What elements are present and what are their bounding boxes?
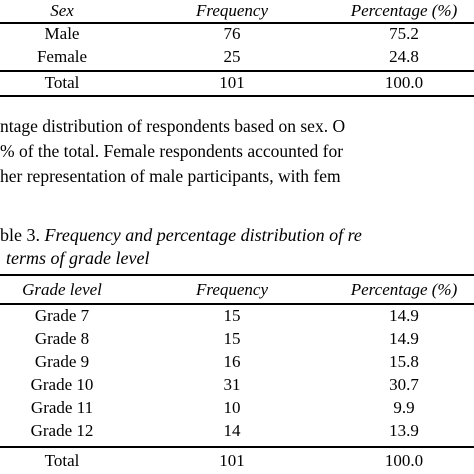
cell-percentage: 75.2 <box>389 24 419 43</box>
cell-percentage: 30.7 <box>389 375 419 394</box>
header-percentage: Percentage (%) <box>350 280 458 299</box>
cell-grade: Grade 9 <box>34 352 90 371</box>
cell-grade: Grade 7 <box>34 306 90 325</box>
header-frequency: Frequency <box>195 1 269 20</box>
cell-percentage: 24.8 <box>389 47 419 66</box>
cell-frequency: 25 <box>223 47 241 66</box>
table-row <box>0 351 474 373</box>
header-sex: Sex <box>50 1 74 20</box>
cell-percentage: 15.8 <box>389 352 419 371</box>
cell-sex: Female <box>36 47 88 66</box>
body-text-line: % of the total. Female respondents accounted for <box>0 141 344 161</box>
table-row <box>0 328 474 350</box>
table-row <box>0 305 474 327</box>
grade-table-header-row <box>0 279 474 301</box>
cell-total-label: Total <box>44 451 80 470</box>
cell-grade: Grade 10 <box>30 375 94 394</box>
cell-total-percentage: 100.0 <box>384 73 424 92</box>
grade-table-total-row <box>0 450 474 472</box>
sex-table-bottom-rule <box>0 95 474 97</box>
body-text-line: ntage distribution of respondents based on sex. O <box>0 116 346 136</box>
table-caption-title-continued: terms of grade level <box>6 248 150 268</box>
header-frequency: Frequency <box>195 280 269 299</box>
grade-table-total-rule <box>0 446 474 448</box>
cell-grade: Grade 11 <box>30 398 94 417</box>
table-row <box>0 420 474 442</box>
table-caption-title: Frequency and percentage distribution of re <box>44 225 362 245</box>
table-row <box>0 23 474 45</box>
table-row <box>0 46 474 68</box>
cell-grade: Grade 8 <box>34 329 90 348</box>
cell-total-frequency: 101 <box>219 451 245 470</box>
cell-percentage: 14.9 <box>389 306 419 325</box>
cell-total-percentage: 100.0 <box>384 451 424 470</box>
table-caption-line2 <box>6 247 474 270</box>
sex-table-header-row <box>0 0 474 22</box>
cell-grade: Grade 12 <box>30 421 94 440</box>
cell-percentage: 14.9 <box>389 329 419 348</box>
header-percentage: Percentage (%) <box>350 1 458 20</box>
body-text-line: her representation of male participants, with fem <box>0 166 341 186</box>
cell-sex: Male <box>44 24 80 43</box>
cell-frequency: 10 <box>223 398 241 417</box>
header-grade-level: Grade level <box>22 280 102 299</box>
cell-frequency: 76 <box>223 24 241 43</box>
cell-frequency: 14 <box>223 421 241 440</box>
sex-table-total-row <box>0 72 474 94</box>
grade-table-top-rule <box>0 274 474 276</box>
cell-total-frequency: 101 <box>219 73 245 92</box>
cell-frequency: 31 <box>223 375 241 394</box>
cell-frequency: 16 <box>223 352 241 371</box>
cell-frequency: 15 <box>223 306 241 325</box>
cell-frequency: 15 <box>223 329 241 348</box>
cell-percentage: 13.9 <box>389 421 419 440</box>
cell-total-label: Total <box>44 73 80 92</box>
table-row <box>0 397 474 419</box>
table-caption-label: ble 3. <box>0 225 45 245</box>
cell-percentage: 9.9 <box>393 398 415 417</box>
table-row <box>0 374 474 396</box>
table-caption-line1 <box>0 224 474 247</box>
